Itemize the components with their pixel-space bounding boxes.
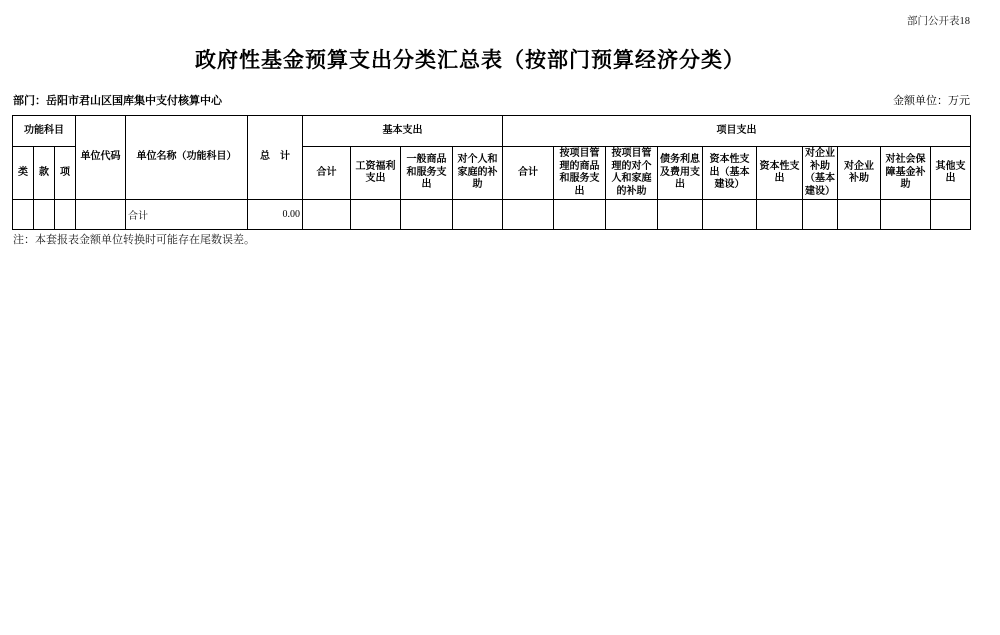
header-section: 款	[34, 147, 55, 200]
cell-project-individual-family	[606, 200, 658, 230]
cell-basic-goods-services	[401, 200, 453, 230]
footnote: 注：本套报表金额单位转换时可能存在尾数误差。	[13, 234, 255, 246]
cell-project-subtotal	[503, 200, 554, 230]
cell-project-debt-interest	[658, 200, 703, 230]
header-project-enterprise-subsidy-construction: 对企业补助（基本建设）	[803, 147, 838, 200]
cell-project-enterprise-subsidy	[838, 200, 881, 230]
department-label: 部门：岳阳市君山区国库集中支付核算中心	[13, 95, 222, 107]
cell-project-social-security-subsidy	[881, 200, 931, 230]
header-category: 类	[13, 147, 34, 200]
header-grand-total: 总 计	[248, 116, 303, 200]
header-unit-name: 单位名称（功能科目）	[126, 116, 248, 200]
header-basic-wages: 工资福利支出	[351, 147, 401, 200]
header-project-capital-basic-construction: 资本性支出（基本建设）	[703, 147, 757, 200]
header-item: 项	[55, 147, 76, 200]
header-project-enterprise-subsidy: 对企业补助	[838, 147, 881, 200]
cell-project-goods-services	[554, 200, 606, 230]
header-project-subtotal: 合计	[503, 147, 554, 200]
table-row-total	[13, 200, 971, 230]
cell-project-capital	[757, 200, 803, 230]
header-row-groups	[13, 116, 971, 147]
header-project-other: 其他支出	[931, 147, 971, 200]
header-project-debt-interest: 债务利息及费用支出	[658, 147, 703, 200]
cell-item	[55, 200, 76, 230]
header-project-individual-family: 按项目管理的对个人和家庭的补助	[606, 147, 658, 200]
meta-row	[13, 92, 970, 108]
amount-unit-label: 金额单位：万元	[893, 95, 970, 107]
cell-project-capital-basic-construction	[703, 200, 757, 230]
budget-summary-table	[12, 115, 971, 230]
cell-project-other	[931, 200, 971, 230]
cell-category	[13, 200, 34, 230]
header-project-goods-services: 按项目管理的商品和服务支出	[554, 147, 606, 200]
cell-section	[34, 200, 55, 230]
header-unit-code: 单位代码	[76, 116, 126, 200]
header-project-expenditure: 项目支出	[503, 116, 971, 147]
header-basic-goods-services: 一般商品和服务支出	[401, 147, 453, 200]
cell-project-enterprise-subsidy-construction	[803, 200, 838, 230]
header-project-social-security-subsidy: 对社会保障基金补助	[881, 147, 931, 200]
doc-number-label: 部门公开表18	[907, 16, 970, 27]
header-basic-expenditure: 基本支出	[303, 116, 503, 147]
cell-unit-name: 合计	[126, 200, 248, 230]
page-title: 政府性基金预算支出分类汇总表（按部门预算经济分类）	[195, 48, 745, 72]
cell-unit-code	[76, 200, 126, 230]
cell-basic-individual-family	[453, 200, 503, 230]
cell-grand-total: 0.00	[248, 200, 303, 230]
cell-basic-subtotal	[303, 200, 351, 230]
header-basic-individual-family: 对个人和家庭的补助	[453, 147, 503, 200]
header-project-capital: 资本性支出	[757, 147, 803, 200]
cell-basic-wages	[351, 200, 401, 230]
header-function-subject: 功能科目	[13, 116, 76, 147]
header-basic-subtotal: 合计	[303, 147, 351, 200]
